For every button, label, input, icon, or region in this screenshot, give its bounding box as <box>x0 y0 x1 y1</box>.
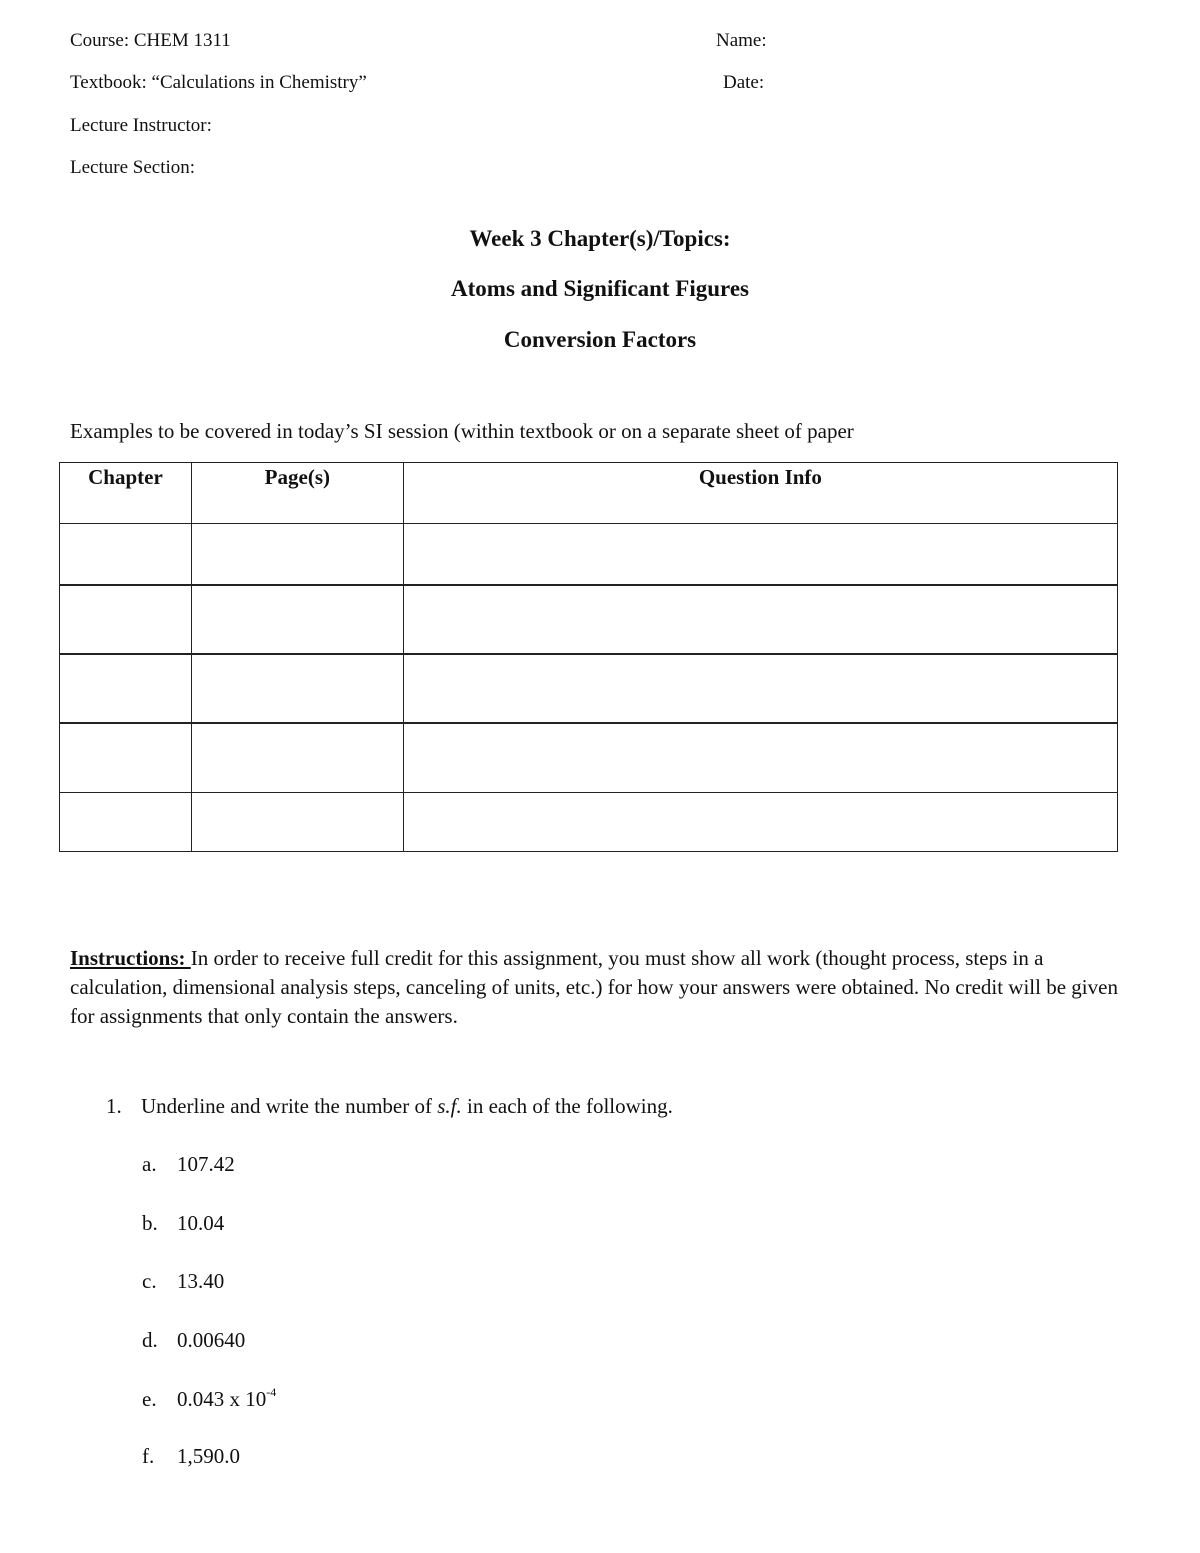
pages-cell[interactable] <box>191 793 403 852</box>
question-info-cell[interactable] <box>403 793 1117 852</box>
question-info-cell[interactable] <box>403 654 1117 723</box>
examples-table <box>59 462 1118 852</box>
question-1-number: 1. <box>106 1094 122 1118</box>
lecture-section-label: Lecture Section: <box>70 157 196 178</box>
item-letter: f. <box>142 1444 155 1468</box>
item-value: 1,590.0 <box>177 1444 240 1468</box>
item-letter: b. <box>142 1211 158 1235</box>
course-label: Course: CHEM 1311 <box>70 30 231 51</box>
instructions-label: Instructions: <box>70 946 191 970</box>
week-title: Week 3 Chapter(s)/Topics: <box>469 226 731 251</box>
item-value: 107.42 <box>177 1152 235 1176</box>
item-exponent: -4 <box>266 1385 277 1399</box>
instructions-text: In order to receive full credit for this assignment, you must show all work (thought process, steps in a calculation, dimensional analysis steps, canceling of units, etc.) for how your answers were obtained. No credit will be given for assignments that only contain the answers. <box>70 946 1118 1028</box>
table-row <box>60 654 1118 723</box>
table-header-row <box>60 463 1118 524</box>
header-chapter: Chapter <box>60 463 192 524</box>
chapter-cell[interactable] <box>60 585 192 654</box>
item-letter: e. <box>142 1387 157 1411</box>
question-info-cell[interactable] <box>403 524 1117 586</box>
item-value: 10.04 <box>177 1211 225 1235</box>
item-value: 0.00640 <box>177 1328 246 1352</box>
pages-cell[interactable] <box>191 654 403 723</box>
pages-cell[interactable] <box>191 524 403 586</box>
item-value: 0.043 x 10 <box>177 1387 267 1411</box>
question-info-cell[interactable] <box>403 585 1117 654</box>
chapter-cell[interactable] <box>60 524 192 586</box>
examples-intro: Examples to be covered in today’s SI session (within textbook or on a separate sheet of paper <box>70 419 854 443</box>
item-letter: c. <box>142 1269 157 1293</box>
table-row <box>60 723 1118 793</box>
question-1-text-before: Underline and write the number of <box>141 1094 438 1118</box>
table-row <box>60 585 1118 654</box>
instructions-paragraph <box>70 944 1132 1031</box>
date-label: Date: <box>723 72 765 93</box>
question-1-text-after: in each of the following. <box>461 1094 673 1118</box>
lecture-instructor-label: Lecture Instructor: <box>70 115 212 136</box>
pages-cell[interactable] <box>191 585 403 654</box>
table-row <box>60 524 1118 586</box>
header-question-info: Question Info <box>403 463 1117 524</box>
item-value-scientific <box>177 1387 276 1412</box>
item-letter: a. <box>142 1152 157 1176</box>
sig-fig-abbrev: s.f. <box>437 1094 462 1118</box>
name-label: Name: <box>716 30 767 51</box>
item-letter: d. <box>142 1328 158 1352</box>
chapter-cell[interactable] <box>60 793 192 852</box>
textbook-label: Textbook: “Calculations in Chemistry” <box>70 72 367 93</box>
chapter-cell[interactable] <box>60 654 192 723</box>
chapter-cell[interactable] <box>60 723 192 793</box>
table-row <box>60 793 1118 852</box>
question-info-cell[interactable] <box>403 723 1117 793</box>
topic-conversion-factors: Conversion Factors <box>503 327 697 352</box>
item-value: 13.40 <box>177 1269 225 1293</box>
topic-atoms-sig-figs: Atoms and Significant Figures <box>451 276 749 301</box>
question-1-prompt <box>141 1094 673 1119</box>
pages-cell[interactable] <box>191 723 403 793</box>
header-pages: Page(s) <box>191 463 403 524</box>
